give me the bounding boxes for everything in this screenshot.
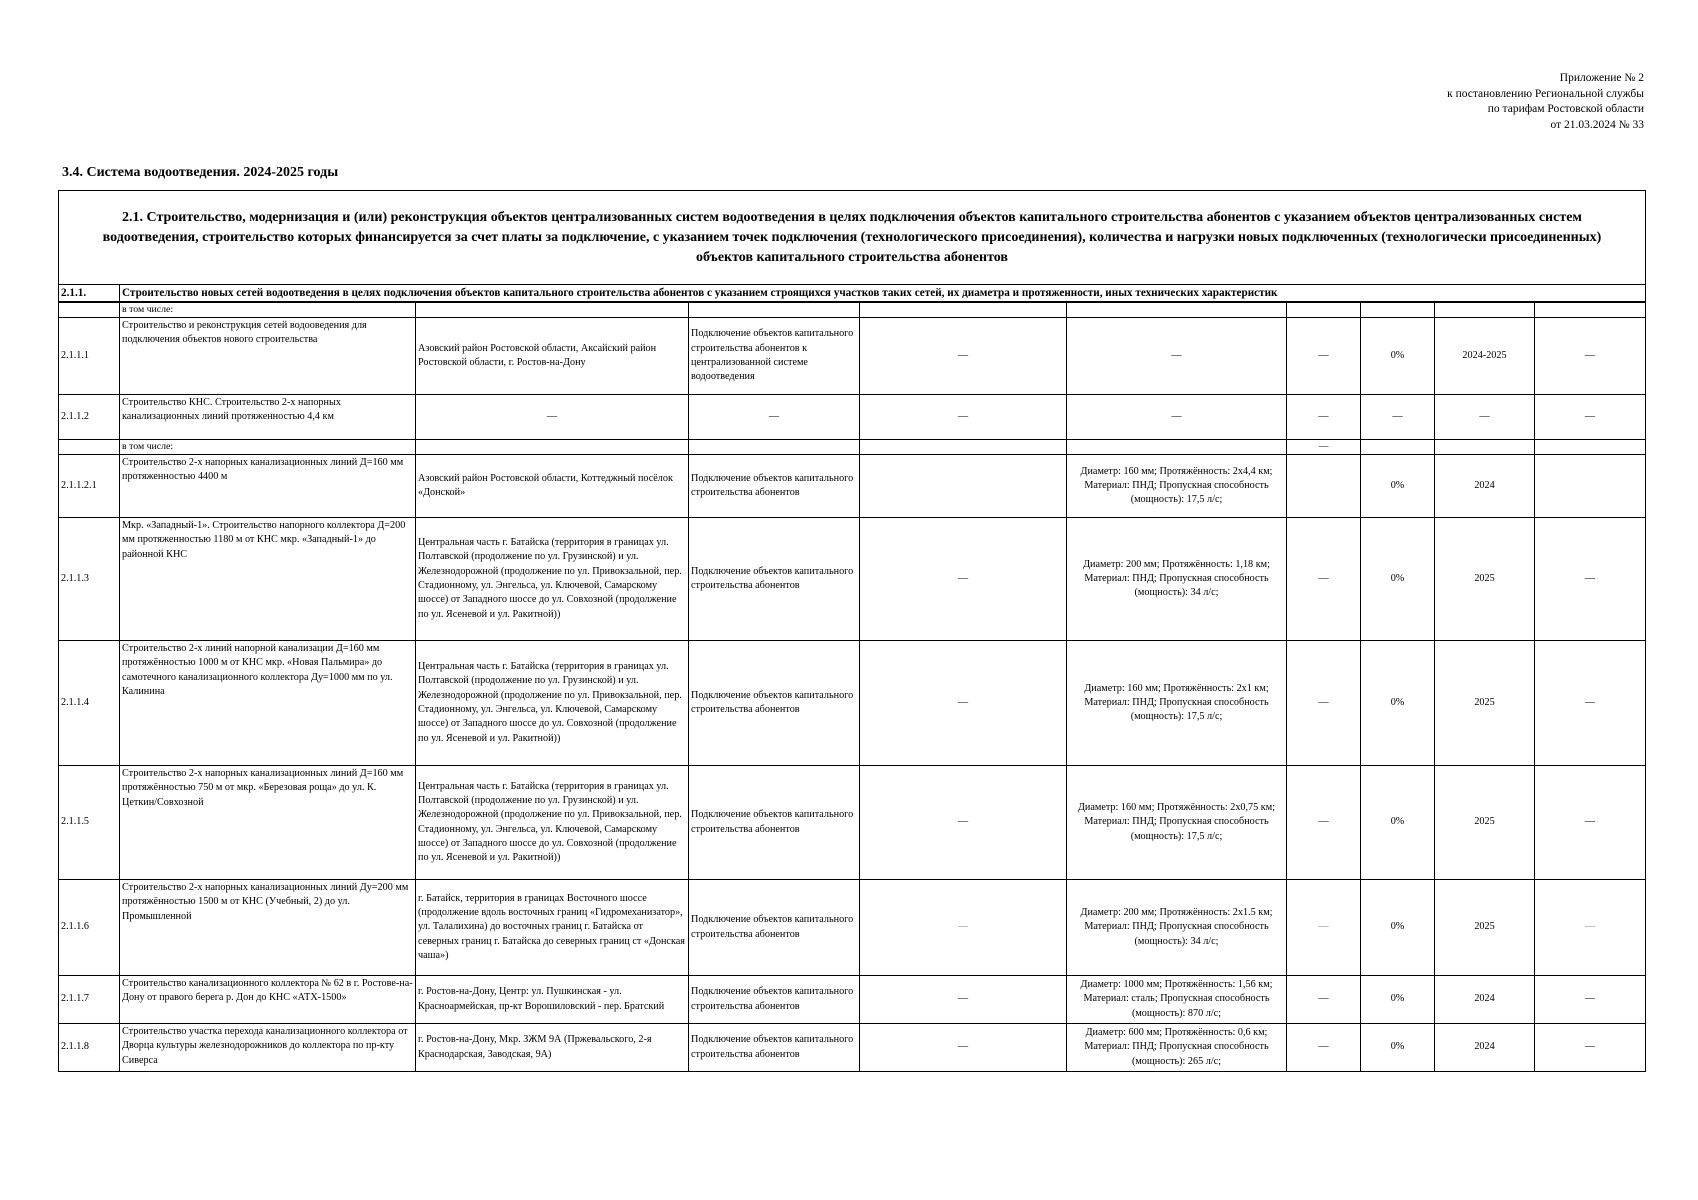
row-code: 2.1.1.4 — [59, 641, 120, 766]
work-purpose: Подключение объектов капитального строительства абонентов к централизованной системе водоотведения — [689, 318, 860, 395]
technical-characteristics: Диаметр: 160 мм; Протяжённость: 2х0,75 км; Материал: ПНД; Пропускная способность (мощность): 17,5 л/с; — [1067, 766, 1287, 880]
work-name: Мкр. «Западный-1». Строительство напорного коллектора Д=200 мм протяженностью 1180 м от КНС мкр. «Западный-1» до районной КНС — [120, 518, 416, 641]
work-name: Строительство и реконструкция сетей водооведения для подключения объектов нового строительства — [120, 318, 416, 395]
cell-c6 — [1067, 302, 1287, 318]
cell-c7: — — [1287, 440, 1361, 455]
subheading-label: в том числе: — [120, 440, 416, 455]
cell-c10: — — [1535, 641, 1646, 766]
work-purpose: Подключение объектов капитального строительства абонентов — [689, 880, 860, 976]
cell-c7: — — [1287, 976, 1361, 1024]
work-location: Азовский район Ростовской области, Аксайский район Ростовской области, г. Ростов-на-Дону — [416, 318, 689, 395]
row-code: 2.1.1.3 — [59, 518, 120, 641]
subheading-row — [59, 440, 1646, 455]
completion-percent: 0% — [1361, 880, 1435, 976]
work-purpose: Подключение объектов капитального строительства абонентов — [689, 1024, 860, 1072]
cell-c10 — [1535, 455, 1646, 518]
appendix-note — [1447, 71, 1644, 133]
subheading-row — [59, 302, 1646, 318]
table-row — [59, 1024, 1646, 1072]
row-code: 2.1.1.5 — [59, 766, 120, 880]
row-code — [59, 440, 120, 455]
cell-c5: — — [860, 318, 1067, 395]
cell-c7: — — [1287, 518, 1361, 641]
cell-c5 — [860, 440, 1067, 455]
technical-characteristics: Диаметр: 200 мм; Протяжённость: 2х1.5 км; Материал: ПНД; Пропускная способность (мощность): 34 л/с; — [1067, 880, 1287, 976]
section-title: 3.4. Система водоотведения. 2024-2025 годы — [62, 165, 339, 180]
cell-c10: — — [1535, 1024, 1646, 1072]
appendix-line: Приложение № 2 — [1559, 72, 1644, 84]
cell-c5: — — [860, 880, 1067, 976]
implementation-period: 2025 — [1435, 518, 1535, 641]
work-purpose: Подключение объектов капитального строительства абонентов — [689, 641, 860, 766]
row-code: 2.1.1.2 — [59, 395, 120, 440]
row-code: 2.1.1.7 — [59, 976, 120, 1024]
cell-c7 — [1287, 455, 1361, 518]
work-location: Азовский район Ростовской области, Коттеджный посёлок «Донской» — [416, 455, 689, 518]
cell-c10: — — [1535, 976, 1646, 1024]
cell-c5: — — [860, 518, 1067, 641]
table-row — [59, 880, 1646, 976]
cell-c6 — [1067, 440, 1287, 455]
cell-c7: — — [1287, 395, 1361, 440]
investment-program-table — [58, 190, 1646, 1072]
row-code: 2.1.1.2.1 — [59, 455, 120, 518]
cell-c5: — — [860, 976, 1067, 1024]
work-location: г. Ростов-на-Дону, Мкр. ЗЖМ 9А (Пржевальского, 2-я Краснодарская, Заводская, 9А) — [416, 1024, 689, 1072]
cell-c10: — — [1535, 395, 1646, 440]
cell-c7: — — [1287, 766, 1361, 880]
appendix-line: от 21.03.2024 № 33 — [1550, 118, 1644, 131]
group-header-row — [59, 285, 1646, 303]
implementation-period: 2024 — [1435, 976, 1535, 1024]
work-name: Строительство канализационного коллектора № 62 в г. Ростове-на-Дону от правого берега р. Дон до КНС «АТХ-1500» — [120, 976, 416, 1024]
work-name: Строительство 2-х напорных канализационных линий Д=160 мм протяженностью 4400 м — [120, 455, 416, 518]
table-title: 2.1. Строительство, модернизация и (или) реконструкция объектов централизованных систем водоотведения в целях подключения объектов капитального строительства абонентов с указанием объектов централизованных систем водоотведения, строительство которых финансируется за счет платы за подключение, с указанием точек подключения (технологического присоединения), количества и нагрузки новых подключенных (технологически присоединенных) объектов капитального строительства абонентов — [59, 191, 1646, 285]
row-code: 2.1.1.8 — [59, 1024, 120, 1072]
table-row — [59, 641, 1646, 766]
work-purpose: Подключение объектов капитального строительства абонентов — [689, 766, 860, 880]
cell-c5: — — [860, 395, 1067, 440]
cell-c5: — — [860, 1024, 1067, 1072]
implementation-period: — — [1435, 395, 1535, 440]
table-title-row — [59, 191, 1646, 285]
cell-location — [416, 440, 689, 455]
work-purpose: Подключение объектов капитального строительства абонентов — [689, 976, 860, 1024]
cell-c7: — — [1287, 641, 1361, 766]
work-location: Центральная часть г. Батайска (территория в границах ул. Полтавской (продолжение по ул. Грузинской) и ул. Железнодорожной (продолжение по ул. Привокзальной, пер. Стадионному, ул. Энгельса, ул. Ключевой, Самарскому шоссе) от Западного шоссе до ул. Совхозной (продолжение по ул. Ясеневой и ул. Ракитной)) — [416, 641, 689, 766]
cell-purpose — [689, 440, 860, 455]
technical-characteristics: Диаметр: 160 мм; Протяжённость: 2х4,4 км; Материал: ПНД; Пропускная способность (мощность): 17,5 л/с; — [1067, 455, 1287, 518]
cell-c8 — [1361, 302, 1435, 318]
row-code: 2.1.1.1 — [59, 318, 120, 395]
work-location: г. Батайск, территория в границах Восточного шоссе (продолжение вдоль восточных границ «Гидромеханизатор», ул. Талалихина) до восточных границ г. Батайска от северных границ г. Батайска до северных границ ст «Донская чаша») — [416, 880, 689, 976]
implementation-period: 2024-2025 — [1435, 318, 1535, 395]
work-purpose: — — [689, 395, 860, 440]
subheading-label: в том числе: — [120, 302, 416, 318]
completion-percent: 0% — [1361, 1024, 1435, 1072]
completion-percent: 0% — [1361, 976, 1435, 1024]
work-name: Строительство КНС. Строительство 2-х напорных канализационных линий протяженностью 4,4 км — [120, 395, 416, 440]
work-name: Строительство 2-х напорных канализационных линий Д=160 мм протяжённостью 750 м от мкр. «Березовая роща» до ул. К. Цеткин/Совхозной — [120, 766, 416, 880]
table-row — [59, 395, 1646, 440]
row-code: 2.1.1.6 — [59, 880, 120, 976]
cell-c7 — [1287, 302, 1361, 318]
completion-percent: 0% — [1361, 518, 1435, 641]
appendix-line: к постановлению Региональной службы — [1447, 87, 1644, 100]
implementation-period: 2024 — [1435, 1024, 1535, 1072]
work-name: Строительство 2-х напорных канализационных линий Ду=200 мм протяжённостью 1500 м от КНС (Учебный, 2) до ул. Промышленной — [120, 880, 416, 976]
technical-characteristics: — — [1067, 395, 1287, 440]
cell-purpose — [689, 302, 860, 318]
cell-c5 — [860, 302, 1067, 318]
cell-c7: — — [1287, 1024, 1361, 1072]
cell-c9 — [1435, 302, 1535, 318]
work-name: Строительство 2-х линий напорной канализации Д=160 мм протяжённостью 1000 м от КНС мкр. «Новая Пальмира» до самотечного канализационного коллектора Ду=1000 мм по ул. Калинина — [120, 641, 416, 766]
cell-c7: — — [1287, 880, 1361, 976]
cell-c5 — [860, 455, 1067, 518]
table-row — [59, 318, 1646, 395]
completion-percent: 0% — [1361, 318, 1435, 395]
work-location: Центральная часть г. Батайска (территория в границах ул. Полтавской (продолжение по ул. Грузинской) и ул. Железнодорожной (продолжение по ул. Привокзальной, пер. Стадионному, ул. Энгельса, ул. Ключевой, Самарскому шоссе) от Западного шоссе до ул. Совхозной (продолжение по ул. Ясеневой и ул. Ракитной)) — [416, 518, 689, 641]
table-row — [59, 455, 1646, 518]
cell-c10: — — [1535, 318, 1646, 395]
work-purpose: Подключение объектов капитального строительства абонентов — [689, 455, 860, 518]
cell-c7: — — [1287, 318, 1361, 395]
cell-c10: — — [1535, 518, 1646, 641]
cell-c5: — — [860, 766, 1067, 880]
group-title: Строительство новых сетей водоотведения в целях подключения объектов капитального строительства абонентов с указанием строящихся участков таких сетей, их диаметра и протяженности, иных технических характеристик — [120, 285, 1646, 303]
technical-characteristics: Диаметр: 200 мм; Протяжённость: 1,18 км; Материал: ПНД; Пропускная способность (мощность): 34 л/с; — [1067, 518, 1287, 641]
completion-percent: 0% — [1361, 766, 1435, 880]
work-location: Центральная часть г. Батайска (территория в границах ул. Полтавской (продолжение по ул. Грузинской) и ул. Железнодорожной (продолжение по ул. Привокзальной, пер. Стадионному, ул. Энгельса, ул. Ключевой, Самарскому шоссе) от Западного шоссе до ул. Совхозной (продолжение по ул. Ясеневой и ул. Ракитной)) — [416, 766, 689, 880]
implementation-period: 2025 — [1435, 880, 1535, 976]
cell-c8 — [1361, 440, 1435, 455]
group-code: 2.1.1. — [59, 285, 120, 303]
table-row — [59, 976, 1646, 1024]
completion-percent: 0% — [1361, 641, 1435, 766]
technical-characteristics: Диаметр: 1000 мм; Протяжённость: 1,56 км; Материал: сталь; Пропускная способность (мощность): 870 л/с; — [1067, 976, 1287, 1024]
work-purpose: Подключение объектов капитального строительства абонентов — [689, 518, 860, 641]
implementation-period: 2025 — [1435, 641, 1535, 766]
cell-c9 — [1435, 440, 1535, 455]
technical-characteristics: Диаметр: 600 мм; Протяжённость: 0,6 км; Материал: ПНД; Пропускная способность (мощность): 265 л/с; — [1067, 1024, 1287, 1072]
table-row — [59, 766, 1646, 880]
row-code — [59, 302, 120, 318]
completion-percent: 0% — [1361, 455, 1435, 518]
table-row — [59, 518, 1646, 641]
work-location: — — [416, 395, 689, 440]
appendix-line: по тарифам Ростовской области — [1487, 103, 1644, 115]
implementation-period: 2025 — [1435, 766, 1535, 880]
cell-c10 — [1535, 440, 1646, 455]
cell-location — [416, 302, 689, 318]
cell-c10: — — [1535, 766, 1646, 880]
work-name: Строительство участка перехода канализационного коллектора от Дворца культуры железнодорожников до коллектора по пр-кту Сиверса — [120, 1024, 416, 1072]
cell-c10: — — [1535, 880, 1646, 976]
technical-characteristics: — — [1067, 318, 1287, 395]
cell-c5: — — [860, 641, 1067, 766]
work-location: г. Ростов-на-Дону, Центр: ул. Пушкинская - ул. Красноармейская, пр-кт Ворошиловский - пер. Братский — [416, 976, 689, 1024]
implementation-period: 2024 — [1435, 455, 1535, 518]
technical-characteristics: Диаметр: 160 мм; Протяжённость: 2х1 км; Материал: ПНД; Пропускная способность (мощность): 17,5 л/с; — [1067, 641, 1287, 766]
cell-c10 — [1535, 302, 1646, 318]
completion-percent: — — [1361, 395, 1435, 440]
